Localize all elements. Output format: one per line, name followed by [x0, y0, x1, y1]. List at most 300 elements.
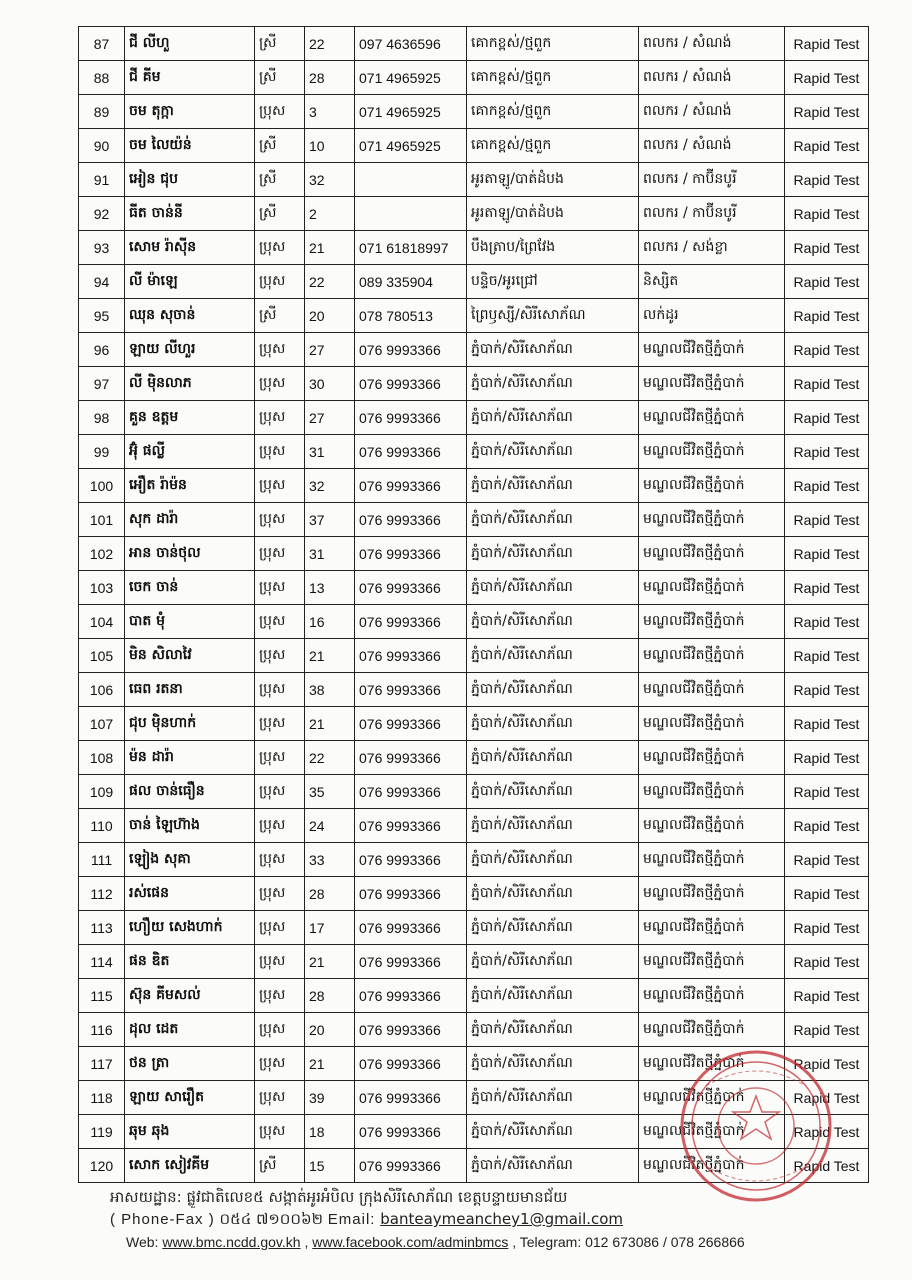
patient-name: ធីត ចាន់នី	[125, 197, 255, 231]
patient-name: ចម តុក្កា	[125, 95, 255, 129]
row-number: 116	[79, 1013, 125, 1047]
row-number: 109	[79, 775, 125, 809]
row-number: 100	[79, 469, 125, 503]
table-row	[79, 333, 869, 367]
patient-name: មិន សិលាវៃ	[125, 639, 255, 673]
patient-phone: 076 9993366	[355, 435, 467, 469]
patient-phone: 076 9993366	[355, 945, 467, 979]
patient-sex: ប្រុស	[255, 503, 305, 537]
patient-sex: ស្រី	[255, 197, 305, 231]
patient-sex: ប្រុស	[255, 911, 305, 945]
row-number: 102	[79, 537, 125, 571]
table-row	[79, 129, 869, 163]
patient-occupation: ពលករ / កាប៊ីនបូរី	[639, 163, 785, 197]
patient-name: ផល ចាន់ធឿន	[125, 775, 255, 809]
patient-sex: ស្រី	[255, 299, 305, 333]
patient-age: 21	[305, 639, 355, 673]
address-label: អាសយដ្ឋាន:	[110, 1188, 182, 1206]
patient-occupation: មណ្ឌលជីវិតថ្មីភ្នំបាក់	[639, 469, 785, 503]
table-row	[79, 877, 869, 911]
patient-phone: 076 9993366	[355, 367, 467, 401]
patient-age: 17	[305, 911, 355, 945]
patient-name: ម៉ន ដារ៉ា	[125, 741, 255, 775]
test-type: Rapid Test	[785, 129, 869, 163]
patient-occupation: មណ្ឌលជីវិតថ្មីភ្នំបាក់	[639, 673, 785, 707]
patient-name: ជី គីម	[125, 61, 255, 95]
test-type: Rapid Test	[785, 911, 869, 945]
test-type: Rapid Test	[785, 741, 869, 775]
patient-address: ភ្នំបាក់/សិរីសោភ័ណ	[467, 877, 639, 911]
patient-occupation: មណ្ឌលជីវិតថ្មីភ្នំបាក់	[639, 1115, 785, 1149]
patient-address: ភ្នំបាក់/សិរីសោភ័ណ	[467, 1149, 639, 1183]
patient-age: 27	[305, 333, 355, 367]
patient-age: 21	[305, 231, 355, 265]
patient-phone: 076 9993366	[355, 605, 467, 639]
table-row	[79, 61, 869, 95]
patient-name: បាត មុំ	[125, 605, 255, 639]
patient-address: ភ្នំបាក់/សិរីសោភ័ណ	[467, 1115, 639, 1149]
patient-occupation: និស្សិត	[639, 265, 785, 299]
test-type: Rapid Test	[785, 333, 869, 367]
patient-address: ភ្នំបាក់/សិរីសោភ័ណ	[467, 571, 639, 605]
test-type: Rapid Test	[785, 197, 869, 231]
patient-name: ឆុម ឆុង	[125, 1115, 255, 1149]
table-row	[79, 775, 869, 809]
patient-sex: ប្រុស	[255, 231, 305, 265]
patient-occupation: មណ្ឌលជីវិតថ្មីភ្នំបាក់	[639, 843, 785, 877]
test-type: Rapid Test	[785, 707, 869, 741]
patient-age: 39	[305, 1081, 355, 1115]
patient-address: គោកខ្ពស់/ថ្មពួក	[467, 27, 639, 61]
patient-phone: 076 9993366	[355, 707, 467, 741]
patient-age: 32	[305, 469, 355, 503]
patient-address: បឹងត្រាប/ព្រៃវែង	[467, 231, 639, 265]
patient-sex: ប្រុស	[255, 435, 305, 469]
row-number: 87	[79, 27, 125, 61]
table-row	[79, 571, 869, 605]
patient-name: ឡៀង សុគា	[125, 843, 255, 877]
patient-age: 28	[305, 979, 355, 1013]
patient-sex: ស្រី	[255, 1149, 305, 1183]
patient-name: លី ម៉ាឡេ	[125, 265, 255, 299]
patient-occupation: មណ្ឌលជីវិតថ្មីភ្នំបាក់	[639, 809, 785, 843]
footer-contact-line	[110, 1208, 900, 1231]
patient-sex: ប្រុស	[255, 1115, 305, 1149]
address-text: ផ្លូវជាតិលេខ៥ សង្កាត់អូរអំបិល ក្រុងសិរីសោភ័ណ ខេត្តបន្ទាយមានជ័យ	[186, 1188, 568, 1206]
row-number: 103	[79, 571, 125, 605]
patient-name: រស់ផេន	[125, 877, 255, 911]
patient-occupation: មណ្ឌលជីវិតថ្មីភ្នំបាក់	[639, 877, 785, 911]
row-number: 108	[79, 741, 125, 775]
patient-phone: 071 4965925	[355, 95, 467, 129]
patient-phone: 076 9993366	[355, 503, 467, 537]
patient-name: ឈុន សុចាន់	[125, 299, 255, 333]
test-type: Rapid Test	[785, 435, 869, 469]
test-type: Rapid Test	[785, 401, 869, 435]
row-number: 117	[79, 1047, 125, 1081]
table-row	[79, 1149, 869, 1183]
patient-sex: ប្រុស	[255, 1081, 305, 1115]
patient-address: ភ្នំបាក់/សិរីសោភ័ណ	[467, 673, 639, 707]
patient-occupation: មណ្ឌលជីវិតថ្មីភ្នំបាក់	[639, 333, 785, 367]
patient-occupation: មណ្ឌលជីវិតថ្មីភ្នំបាក់	[639, 979, 785, 1013]
patient-phone: 076 9993366	[355, 639, 467, 673]
table-row	[79, 1013, 869, 1047]
patient-occupation: មណ្ឌលជីវិតថ្មីភ្នំបាក់	[639, 571, 785, 605]
row-number: 106	[79, 673, 125, 707]
patient-occupation: មណ្ឌលជីវិតថ្មីភ្នំបាក់	[639, 945, 785, 979]
patient-occupation: ពលករ / សំណង់	[639, 95, 785, 129]
patient-sex: ប្រុស	[255, 265, 305, 299]
row-number: 98	[79, 401, 125, 435]
table-row	[79, 945, 869, 979]
patient-age: 13	[305, 571, 355, 605]
patient-phone: 097 4636596	[355, 27, 467, 61]
table-row	[79, 979, 869, 1013]
patient-name: ធេព រតនា	[125, 673, 255, 707]
patient-age: 38	[305, 673, 355, 707]
patient-age: 31	[305, 435, 355, 469]
patient-name: អឿត រ៉ាម៉ន	[125, 469, 255, 503]
patient-age: 28	[305, 877, 355, 911]
row-number: 101	[79, 503, 125, 537]
row-number: 95	[79, 299, 125, 333]
telegram-text: , Telegram: 012 673086 / 078 266866	[512, 1234, 745, 1250]
patient-name: អៀន ជុប	[125, 163, 255, 197]
patient-occupation: មណ្ឌលជីវិតថ្មីភ្នំបាក់	[639, 605, 785, 639]
test-type: Rapid Test	[785, 639, 869, 673]
patient-occupation: មណ្ឌលជីវិតថ្មីភ្នំបាក់	[639, 537, 785, 571]
table-row	[79, 809, 869, 843]
test-type: Rapid Test	[785, 299, 869, 333]
patient-phone: 076 9993366	[355, 911, 467, 945]
patient-address: ភ្នំបាក់/សិរីសោភ័ណ	[467, 1081, 639, 1115]
patient-occupation: មណ្ឌលជីវិតថ្មីភ្នំបាក់	[639, 367, 785, 401]
patient-sex: ប្រុស	[255, 571, 305, 605]
table-row	[79, 299, 869, 333]
test-type: Rapid Test	[785, 265, 869, 299]
test-type: Rapid Test	[785, 503, 869, 537]
patient-sex: ប្រុស	[255, 1047, 305, 1081]
patient-occupation: ពលករ / សង់ខ្លា	[639, 231, 785, 265]
patient-phone: 071 4965925	[355, 61, 467, 95]
table-row	[79, 503, 869, 537]
row-number: 92	[79, 197, 125, 231]
patient-name: ចាន់ ឡៃហ៊ាង	[125, 809, 255, 843]
patient-address: ភ្នំបាក់/សិរីសោភ័ណ	[467, 435, 639, 469]
patient-address: ភ្នំបាក់/សិរីសោភ័ណ	[467, 537, 639, 571]
table-row	[79, 707, 869, 741]
row-number: 110	[79, 809, 125, 843]
row-number: 104	[79, 605, 125, 639]
website-link[interactable]: www.bmc.ncdd.gov.kh	[162, 1234, 301, 1250]
patient-sex: ប្រុស	[255, 469, 305, 503]
patient-age: 16	[305, 605, 355, 639]
table-row	[79, 741, 869, 775]
patient-name: ចេក ចាន់	[125, 571, 255, 605]
table-row	[79, 95, 869, 129]
patient-address: ភ្នំបាក់/សិរីសោភ័ណ	[467, 401, 639, 435]
patient-name: ឡាយ សារឿត	[125, 1081, 255, 1115]
test-type: Rapid Test	[785, 61, 869, 95]
table-row	[79, 1081, 869, 1115]
row-number: 107	[79, 707, 125, 741]
patient-sex: ស្រី	[255, 27, 305, 61]
row-number: 112	[79, 877, 125, 911]
patient-sex: ប្រុស	[255, 775, 305, 809]
patient-age: 10	[305, 129, 355, 163]
test-type: Rapid Test	[785, 231, 869, 265]
table-row	[79, 1115, 869, 1149]
test-type: Rapid Test	[785, 1149, 869, 1183]
patient-phone: 076 9993366	[355, 571, 467, 605]
patient-occupation: មណ្ឌលជីវិតថ្មីភ្នំបាក់	[639, 639, 785, 673]
patient-name: លី ម៉ិនលាភ	[125, 367, 255, 401]
patient-address: ភ្នំបាក់/សិរីសោភ័ណ	[467, 605, 639, 639]
row-number: 119	[79, 1115, 125, 1149]
patient-phone: 076 9993366	[355, 775, 467, 809]
patient-sex: ប្រុស	[255, 639, 305, 673]
table-row	[79, 1047, 869, 1081]
patient-age: 27	[305, 401, 355, 435]
patient-phone: 076 9993366	[355, 877, 467, 911]
test-type: Rapid Test	[785, 469, 869, 503]
table-row	[79, 605, 869, 639]
row-number: 94	[79, 265, 125, 299]
test-type: Rapid Test	[785, 367, 869, 401]
test-type: Rapid Test	[785, 979, 869, 1013]
table-row	[79, 911, 869, 945]
test-type: Rapid Test	[785, 945, 869, 979]
row-number: 105	[79, 639, 125, 673]
test-type: Rapid Test	[785, 571, 869, 605]
test-type: Rapid Test	[785, 27, 869, 61]
patient-phone: 076 9993366	[355, 1149, 467, 1183]
patient-age: 20	[305, 1013, 355, 1047]
patient-address: ភ្នំបាក់/សិរីសោភ័ណ	[467, 979, 639, 1013]
patient-address: ភ្នំបាក់/សិរីសោភ័ណ	[467, 843, 639, 877]
test-type: Rapid Test	[785, 1013, 869, 1047]
footer-address-line	[110, 1186, 900, 1208]
patient-address: ភ្នំបាក់/សិរីសោភ័ណ	[467, 1013, 639, 1047]
patient-address: ភ្នំបាក់/សិរីសោភ័ណ	[467, 639, 639, 673]
row-number: 113	[79, 911, 125, 945]
patient-phone: 071 61818997	[355, 231, 467, 265]
patient-address: ភ្នំបាក់/សិរីសោភ័ណ	[467, 809, 639, 843]
patient-phone: 076 9993366	[355, 537, 467, 571]
patient-name: ស៊ុន គីមសល់	[125, 979, 255, 1013]
patient-sex: ប្រុស	[255, 367, 305, 401]
patient-age: 21	[305, 707, 355, 741]
patient-age: 32	[305, 163, 355, 197]
patient-name: ហឿយ សេងហាក់	[125, 911, 255, 945]
table-row	[79, 639, 869, 673]
patient-name: ជី លីហួ	[125, 27, 255, 61]
patient-name: ដុល ដេត	[125, 1013, 255, 1047]
patient-phone	[355, 163, 467, 197]
table-body	[79, 27, 869, 1183]
patient-address: ភ្នំបាក់/សិរីសោភ័ណ	[467, 911, 639, 945]
patient-sex: ប្រុស	[255, 537, 305, 571]
patient-address: អូរតាឡូ/បាត់ដំបង	[467, 163, 639, 197]
patient-address: គោកខ្ពស់/ថ្មពួក	[467, 95, 639, 129]
patient-age: 2	[305, 197, 355, 231]
patient-occupation: ពលករ / សំណង់	[639, 61, 785, 95]
patient-address: ព្រៃឫស្សី/សិរីសោភ័ណ	[467, 299, 639, 333]
patient-age: 21	[305, 945, 355, 979]
patient-name: គួន ឧត្តម	[125, 401, 255, 435]
table-row	[79, 435, 869, 469]
table-row	[79, 27, 869, 61]
patient-sex: ប្រុស	[255, 979, 305, 1013]
patient-occupation: មណ្ឌលជីវិតថ្មីភ្នំបាក់	[639, 503, 785, 537]
test-type: Rapid Test	[785, 809, 869, 843]
patient-age: 33	[305, 843, 355, 877]
test-type: Rapid Test	[785, 1081, 869, 1115]
patient-address: ភ្នំបាក់/សិរីសោភ័ណ	[467, 469, 639, 503]
patient-address: ភ្នំបាក់/សិរីសោភ័ណ	[467, 503, 639, 537]
patient-age: 20	[305, 299, 355, 333]
patient-phone: 076 9993366	[355, 1047, 467, 1081]
patient-occupation: ពលករ / កាប៊ីនបូរី	[639, 197, 785, 231]
patient-phone: 076 9993366	[355, 1081, 467, 1115]
patient-address: គោកខ្ពស់/ថ្មពួក	[467, 129, 639, 163]
test-type: Rapid Test	[785, 775, 869, 809]
patient-name: ឡាយ លីហួរ	[125, 333, 255, 367]
table-row	[79, 469, 869, 503]
patient-sex: ប្រុស	[255, 95, 305, 129]
patient-phone: 078 780513	[355, 299, 467, 333]
separator-comma: ,	[304, 1234, 309, 1250]
patient-phone: 076 9993366	[355, 401, 467, 435]
patient-name: អាន ចាន់ថុល	[125, 537, 255, 571]
patient-table	[78, 26, 869, 1183]
patient-name: ជុប ម៉ិនហាក់	[125, 707, 255, 741]
patient-address: បន្ទិច/អូរជ្រៅ	[467, 265, 639, 299]
table-row	[79, 537, 869, 571]
patient-name: ផន ឌិត	[125, 945, 255, 979]
patient-age: 35	[305, 775, 355, 809]
patient-name: អ៊ុំ ផល្លី	[125, 435, 255, 469]
patient-age: 18	[305, 1115, 355, 1149]
patient-address: ភ្នំបាក់/សិរីសោភ័ណ	[467, 945, 639, 979]
patient-address: អូរតាឡូ/បាត់ដំបង	[467, 197, 639, 231]
patient-sex: ស្រី	[255, 61, 305, 95]
patient-age: 3	[305, 95, 355, 129]
table-row	[79, 673, 869, 707]
phone-fax-value: ០៥៤ ៧១០០៦២	[219, 1210, 323, 1228]
patient-phone: 076 9993366	[355, 1115, 467, 1149]
patient-occupation: មណ្ឌលជីវិតថ្មីភ្នំបាក់	[639, 1149, 785, 1183]
patient-occupation: មណ្ឌលជីវិតថ្មីភ្នំបាក់	[639, 1013, 785, 1047]
footer-web-line	[126, 1231, 900, 1253]
facebook-link[interactable]: www.facebook.com/adminbmcs	[312, 1234, 509, 1250]
test-type: Rapid Test	[785, 877, 869, 911]
table-row	[79, 163, 869, 197]
patient-phone: 076 9993366	[355, 1013, 467, 1047]
phone-fax-label: ( Phone-Fax )	[110, 1211, 215, 1228]
row-number: 89	[79, 95, 125, 129]
patient-sex: ប្រុស	[255, 945, 305, 979]
patient-phone: 071 4965925	[355, 129, 467, 163]
patient-sex: ប្រុស	[255, 707, 305, 741]
patient-address: ភ្នំបាក់/សិរីសោភ័ណ	[467, 1047, 639, 1081]
patient-age: 24	[305, 809, 355, 843]
patient-age: 30	[305, 367, 355, 401]
row-number: 120	[79, 1149, 125, 1183]
patient-occupation: មណ្ឌលជីវិតថ្មីភ្នំបាក់	[639, 435, 785, 469]
patient-occupation: មណ្ឌលជីវិតថ្មីភ្នំបាក់	[639, 1047, 785, 1081]
table-row	[79, 843, 869, 877]
patient-sex: ប្រុស	[255, 605, 305, 639]
patient-name: សោម រ៉ាស៊ីន	[125, 231, 255, 265]
patient-occupation: មណ្ឌលជីវិតថ្មីភ្នំបាក់	[639, 775, 785, 809]
patient-name: ចម លៃយ៉ន់	[125, 129, 255, 163]
patient-sex: ស្រី	[255, 163, 305, 197]
table-row	[79, 197, 869, 231]
email-label: Email:	[327, 1211, 376, 1228]
patient-occupation: ពលករ / សំណង់	[639, 129, 785, 163]
email-link[interactable]: banteaymeanchey1@gmail.com	[380, 1210, 624, 1228]
test-type: Rapid Test	[785, 1047, 869, 1081]
row-number: 96	[79, 333, 125, 367]
patient-phone	[355, 197, 467, 231]
row-number: 93	[79, 231, 125, 265]
patient-occupation: មណ្ឌលជីវិតថ្មីភ្នំបាក់	[639, 911, 785, 945]
patient-phone: 089 335904	[355, 265, 467, 299]
test-type: Rapid Test	[785, 95, 869, 129]
test-type: Rapid Test	[785, 537, 869, 571]
patient-sex: ប្រុស	[255, 1013, 305, 1047]
patient-name: ថន ត្រា	[125, 1047, 255, 1081]
row-number: 115	[79, 979, 125, 1013]
patient-age: 22	[305, 265, 355, 299]
patient-sex: ស្រី	[255, 129, 305, 163]
test-type: Rapid Test	[785, 163, 869, 197]
patient-occupation: មណ្ឌលជីវិតថ្មីភ្នំបាក់	[639, 741, 785, 775]
patient-address: គោកខ្ពស់/ថ្មពួក	[467, 61, 639, 95]
patient-address: ភ្នំបាក់/សិរីសោភ័ណ	[467, 775, 639, 809]
row-number: 90	[79, 129, 125, 163]
patient-sex: ប្រុស	[255, 741, 305, 775]
test-type: Rapid Test	[785, 605, 869, 639]
patient-age: 21	[305, 1047, 355, 1081]
table-row	[79, 401, 869, 435]
footer	[110, 1186, 900, 1253]
patient-address: ភ្នំបាក់/សិរីសោភ័ណ	[467, 707, 639, 741]
row-number: 91	[79, 163, 125, 197]
row-number: 111	[79, 843, 125, 877]
table-row	[79, 231, 869, 265]
row-number: 88	[79, 61, 125, 95]
patient-sex: ប្រុស	[255, 877, 305, 911]
patient-age: 15	[305, 1149, 355, 1183]
test-type: Rapid Test	[785, 1115, 869, 1149]
patient-address: ភ្នំបាក់/សិរីសោភ័ណ	[467, 741, 639, 775]
patient-name: សុក ដារ៉ា	[125, 503, 255, 537]
test-type: Rapid Test	[785, 843, 869, 877]
patient-occupation: ពលករ / សំណង់	[639, 27, 785, 61]
row-number: 97	[79, 367, 125, 401]
patient-phone: 076 9993366	[355, 979, 467, 1013]
patient-sex: ប្រុស	[255, 673, 305, 707]
patient-age: 31	[305, 537, 355, 571]
patient-name: សោក សៀវគីម	[125, 1149, 255, 1183]
patient-phone: 076 9993366	[355, 673, 467, 707]
row-number: 114	[79, 945, 125, 979]
patient-age: 28	[305, 61, 355, 95]
patient-sex: ប្រុស	[255, 333, 305, 367]
